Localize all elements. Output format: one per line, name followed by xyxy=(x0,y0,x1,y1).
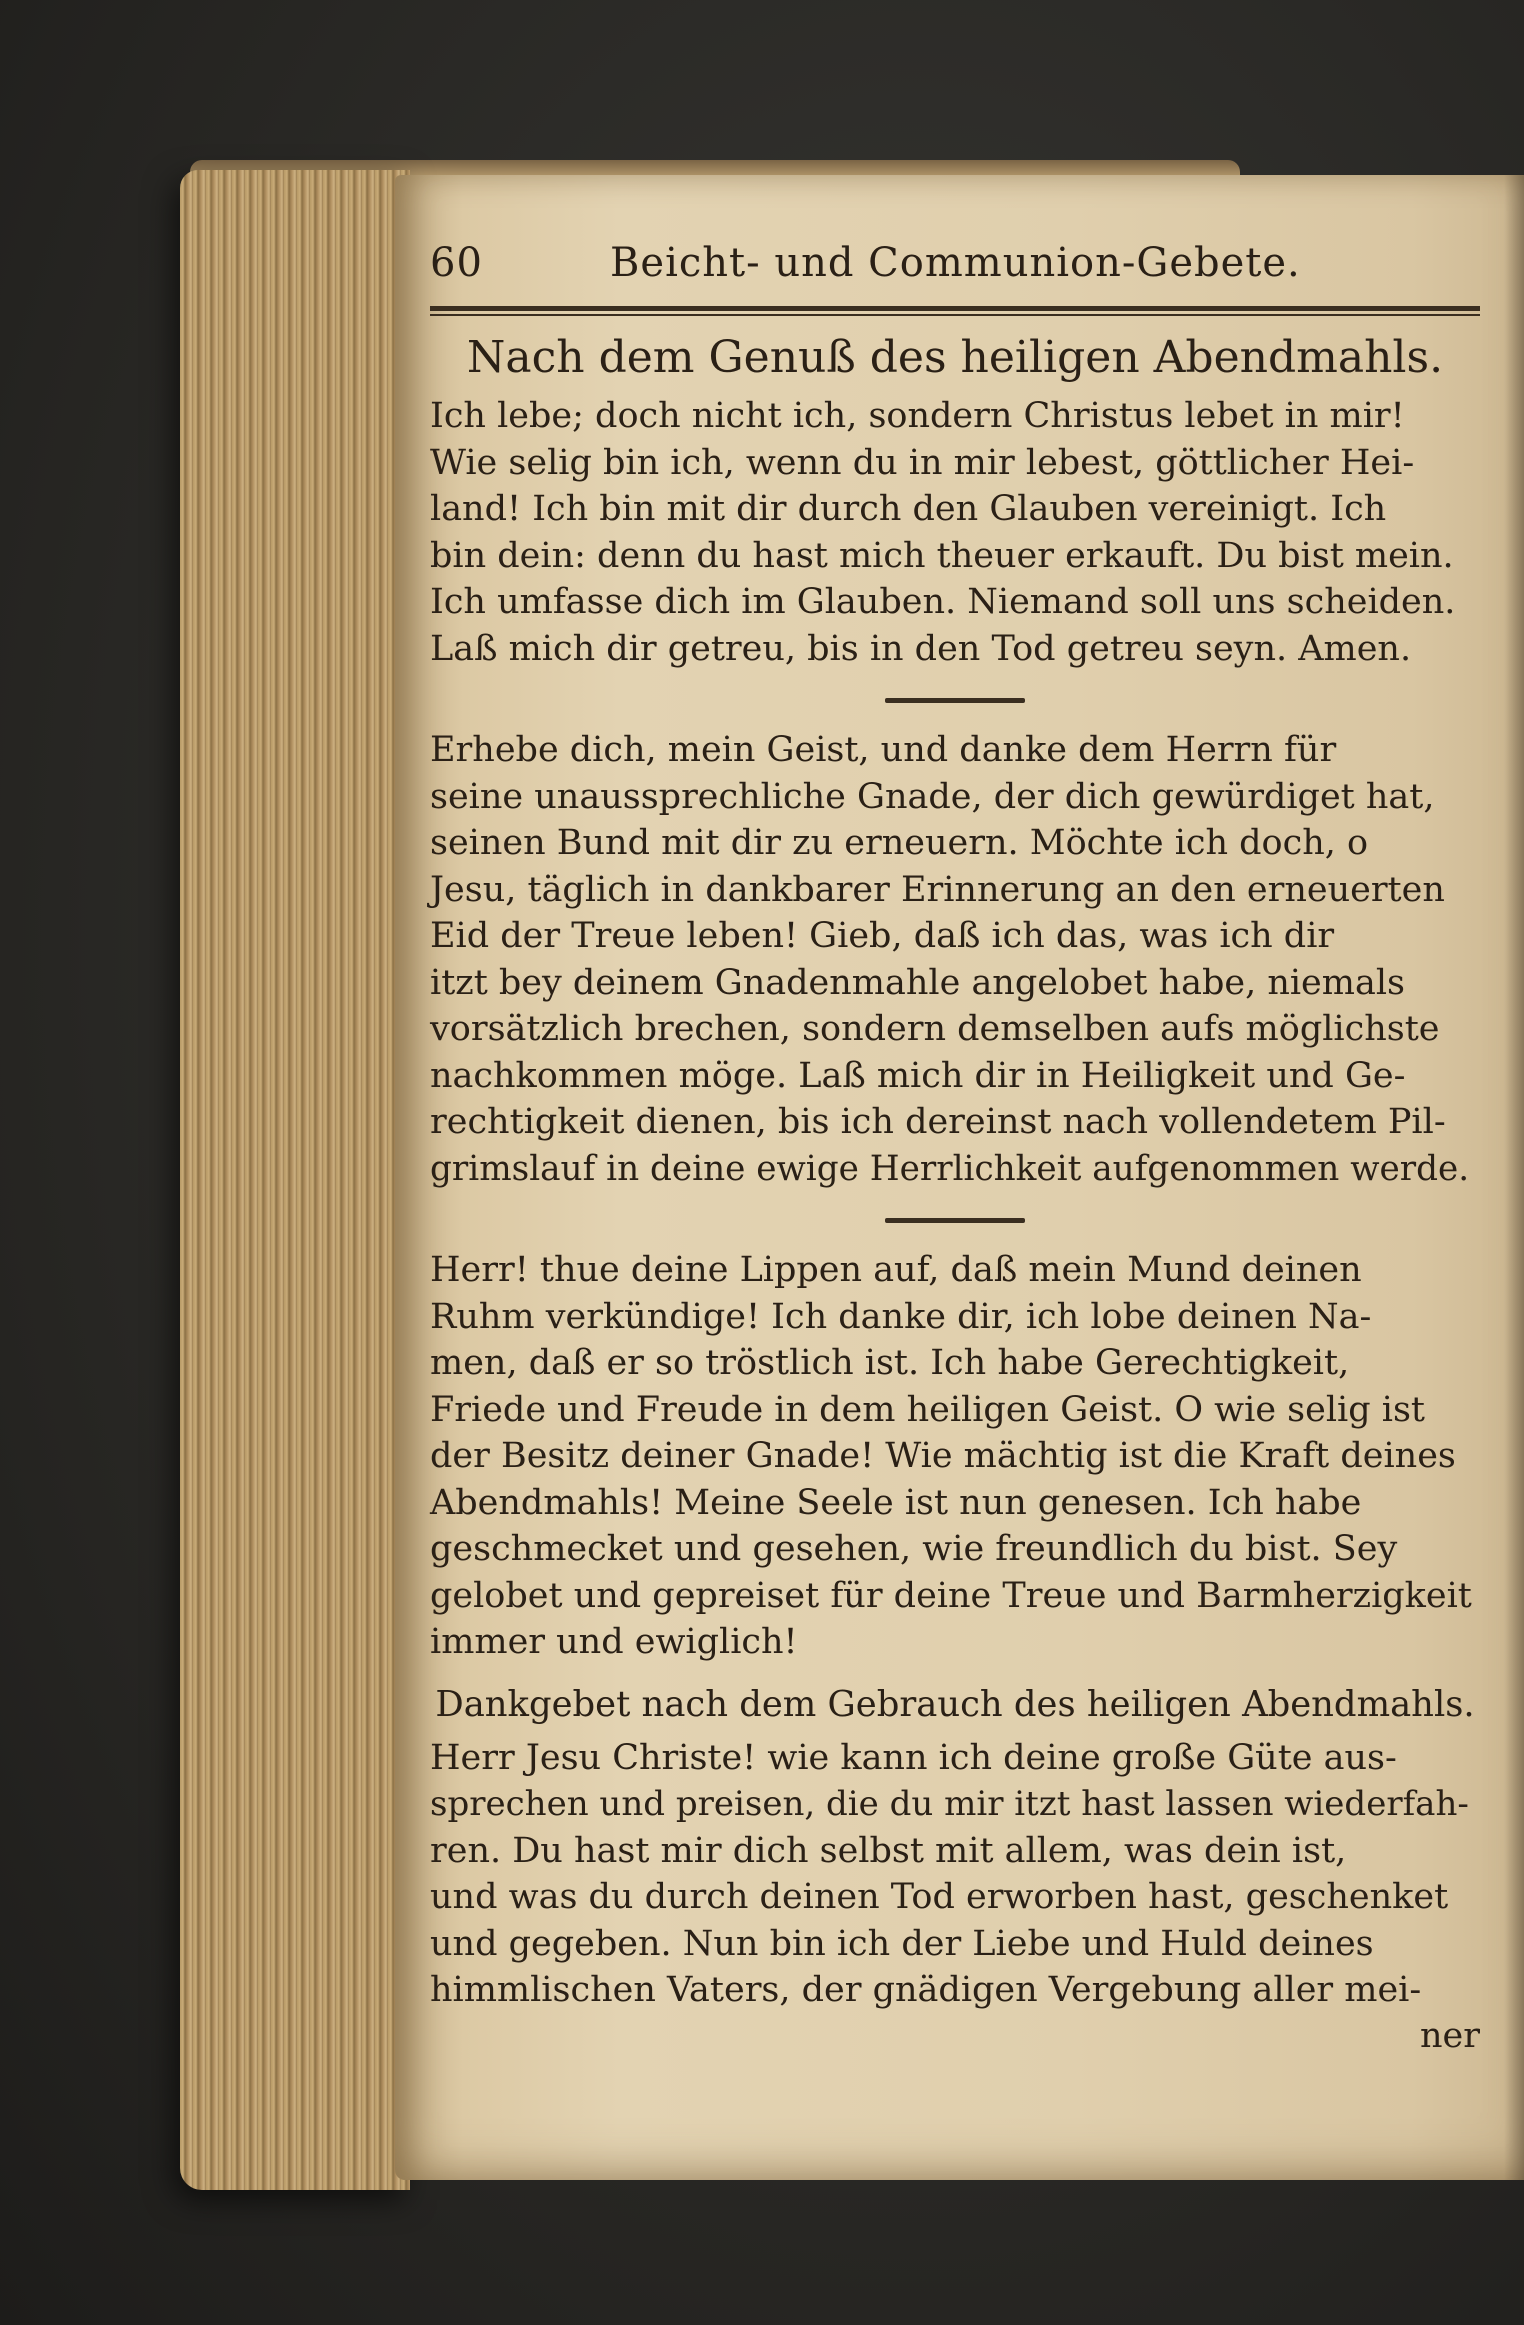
text-line: Laß mich dir getreu, bis in den Tod getreu seyn. Amen. xyxy=(430,628,1412,669)
text-line: Friede und Freude in dem heiligen Geist. O wie selig ist xyxy=(430,1389,1425,1430)
text-line: seine unaussprechliche Gnade, der dich gewürdiget hat, xyxy=(430,776,1435,817)
header-rule-thin xyxy=(430,314,1480,316)
text-line: grimslauf in deine ewige Herrlichkeit aufgenommen werde. xyxy=(430,1148,1470,1189)
separator-rule xyxy=(885,1218,1025,1223)
text-line: Abendmahls! Meine Seele ist nun genesen. Ich habe xyxy=(430,1482,1362,1523)
separator-rule xyxy=(885,698,1025,703)
text-line: Eid der Treue leben! Gieb, daß ich das, was ich dir xyxy=(430,916,1335,956)
text-line: immer und ewiglich! xyxy=(430,1622,798,1662)
book-page xyxy=(395,175,1524,2180)
text-line: geschmecket und gesehen, wie freundlich du bist. Sey xyxy=(430,1529,1398,1569)
text-line: sprechen und preisen, die du mir itzt hast lassen wiederfah- xyxy=(430,1784,1469,1824)
text-line: bin dein: denn du hast mich theuer erkauft. Du bist mein. xyxy=(430,535,1454,576)
page-content xyxy=(430,240,1480,2056)
text-line: seinen Bund mit dir zu erneuern. Möchte ich doch, o xyxy=(430,823,1369,863)
paragraph xyxy=(430,1247,1480,1666)
text-line: himmlischen Vaters, der gnädigen Vergebung aller mei- xyxy=(430,1970,1422,2010)
text-line: Erhebe dich, mein Geist, und danke dem Herrn für xyxy=(430,730,1337,770)
text-line: Ruhm verkündige! Ich danke dir, ich lobe deinen Na- xyxy=(430,1296,1372,1337)
text-line: Herr Jesu Christe! wie kann ich deine große Güte aus- xyxy=(430,1737,1397,1778)
text-line: Ich lebe; doch nicht ich, sondern Christus lebet in mir! xyxy=(430,396,1405,436)
text-line: der Besitz deiner Gnade! Wie mächtig ist die Kraft deines xyxy=(430,1436,1456,1476)
running-head xyxy=(430,240,1480,300)
text-line: rechtigkeit dienen, bis ich dereinst nach vollendetem Pil- xyxy=(430,1102,1446,1142)
paragraph xyxy=(430,727,1480,1192)
section-heading: Nach dem Genuß des heiligen Abendmahls. xyxy=(466,332,1444,383)
text-line: Jesu, täglich in dankbarer Erinnerung an den erneuerten xyxy=(430,869,1445,910)
text-line: ren. Du hast mir dich selbst mit allem, was dein ist, xyxy=(430,1830,1347,1871)
section-heading: Dankgebet nach dem Gebrauch des heiligen Abendmahls. xyxy=(435,1683,1475,1725)
text-line: Ich umfasse dich im Glauben. Niemand soll uns scheiden. xyxy=(430,582,1456,622)
text-line: land! Ich bin mit dir durch den Glauben vereinigt. Ich xyxy=(430,489,1387,529)
paragraph xyxy=(430,1735,1480,2014)
text-line: und gegeben. Nun bin ich der Liebe und Huld deines xyxy=(430,1923,1374,1964)
text-line: Wie selig bin ich, wenn du in mir lebest, göttlicher Hei- xyxy=(430,442,1415,483)
running-title: Beicht- und Communion-Gebete. xyxy=(610,240,1301,286)
text-line: und was du durch deinen Tod erworben hast, geschenket xyxy=(430,1877,1449,1917)
text-line: vorsätzlich brechen, sondern demselben aufs möglichste xyxy=(430,1009,1440,1049)
page-edges xyxy=(180,170,410,2190)
header-rule xyxy=(430,306,1480,311)
text-line: nachkommen möge. Laß mich dir in Heiligkeit und Ge- xyxy=(430,1055,1406,1096)
text-line: men, daß er so tröstlich ist. Ich habe Gerechtigkeit, xyxy=(430,1343,1350,1383)
catchword: ner xyxy=(1420,2015,1480,2056)
text-line: Herr! thue deine Lippen auf, daß mein Mund deinen xyxy=(430,1250,1362,1290)
page-number: 60 xyxy=(430,240,483,286)
text-line: gelobet und gepreiset für deine Treue und Barmherzigkeit xyxy=(430,1575,1472,1616)
page-shadow xyxy=(1504,175,1524,2180)
text-line: itzt bey deinem Gnadenmahle angelobet habe, niemals xyxy=(430,962,1405,1003)
paragraph xyxy=(430,393,1480,672)
